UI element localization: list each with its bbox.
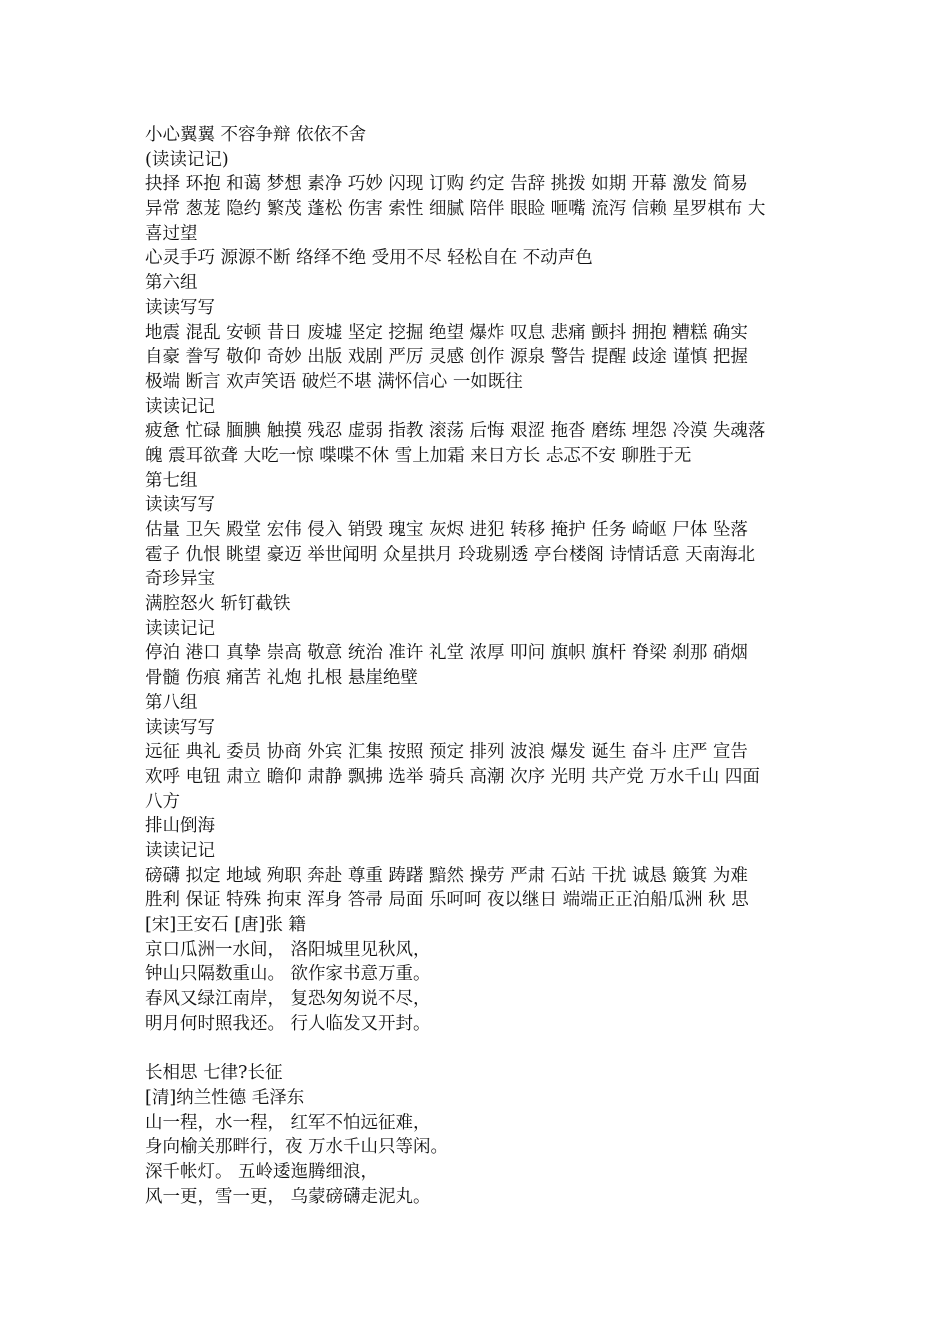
text-line: 排山倒海 — [145, 816, 215, 837]
text-line: 小心翼翼 不容争辩 依依不舍 — [145, 125, 367, 145]
text-line: 读读记记 — [145, 618, 215, 639]
text-line: 估量 卫矢 殿堂 宏伟 侵入 销毁 瑰宝 灰烬 进犯 转移 掩护 任务 崎岖 尸体 坠落 — [145, 520, 748, 540]
text-line: 读读写写 — [145, 297, 215, 318]
text-line: 停泊 港口 真挚 崇高 敬意 统治 准许 礼堂 浓厚 叩问 旗帜 旗杆 脊梁 刹那 硝烟 — [145, 643, 748, 664]
text-line: 明月何时照我还。 行人临发又开封。 — [145, 1013, 431, 1034]
text-line: 长相思 七律?长征 — [145, 1063, 283, 1084]
text-line: 风一更，雪一更， 乌蒙磅礴走泥丸。 — [145, 1186, 431, 1207]
text-line: 胜利 保证 特殊 拘束 浑身 答帚 局面 乐呵呵 夜以继日 端端正正泊船瓜洲 秋 思 — [145, 890, 749, 911]
text-line: 喜过望 — [145, 223, 198, 244]
document-page — [145, 123, 813, 1209]
text-line: 读读写写 — [145, 495, 215, 516]
text-line: 心灵手巧 源源不断 络绎不绝 受用不尽 轻松自在 不动声色 — [145, 248, 593, 269]
text-line: (读读记记) — [145, 149, 229, 170]
text-line: [宋]王安石 [唐]张 籍 — [145, 915, 306, 935]
text-line: 疲惫 忙碌 腼腆 触摸 残忍 虚弱 指教 滚荡 后悔 艰涩 拖沓 磨练 埋怨 冷漠 失魂落 — [145, 421, 766, 442]
text-line: 京口瓜洲一水间， 洛阳城里见秋风， — [145, 939, 431, 960]
text-line: 磅礴 拟定 地域 殉职 奔赴 尊重 踌躇 黯然 操劳 严肃 石站 干扰 诚恳 簸箕 为难 — [145, 865, 748, 886]
blank-line — [145, 1036, 813, 1061]
text-line: 自豪 誊写 敬仰 奇妙 出版 戏剧 严厉 灵感 创作 源泉 警告 提醒 歧途 谨慎 把握 — [145, 347, 748, 368]
text-line: 第七组 — [145, 470, 198, 491]
text-line: 远征 典礼 委员 协商 外宾 汇集 按照 预定 排列 波浪 爆发 诞生 奋斗 庄严 宣告 — [145, 742, 748, 763]
text-line: 山一程，水一程， 红军不怕远征难， — [145, 1112, 431, 1133]
text-line: 第八组 — [145, 692, 198, 713]
text-line: 雹子 仇恨 眺望 豪迈 举世闻明 众星拱月 玲珑剔透 亭台楼阁 诗情话意 天南海北 — [145, 544, 756, 565]
text-line: 读读记记 — [145, 396, 215, 417]
text-line: 钟山只隔数重山。 欲作家书意万重。 — [145, 964, 431, 985]
text-line: 奇珍异宝 — [145, 569, 215, 590]
text-line: 第六组 — [145, 273, 198, 294]
text-line: 地震 混乱 安顿 昔日 废墟 坚定 挖掘 绝望 爆炸 叹息 悲痛 颤抖 拥抱 糟糕 确实 — [145, 322, 748, 343]
text-line: 极端 断言 欢声笑语 破烂不堪 满怀信心 一如既往 — [145, 371, 523, 392]
text-line: 欢呼 电钮 肃立 瞻仰 肃静 飘拂 选举 骑兵 高潮 次序 光明 共产党 万水千山 四面 — [145, 766, 760, 787]
text-line: 身向榆关那畔行，夜 万水千山只等闲。 — [145, 1137, 449, 1158]
text-line: 八方 — [145, 791, 180, 812]
text-line: 深千帐灯。 五岭逶迤腾细浪， — [145, 1161, 379, 1182]
text-line: 异常 葱茏 隐约 繁茂 蓬松 伤害 索性 细腻 陪伴 眼睑 咂嘴 流泻 信赖 星罗棋布 大 — [145, 199, 766, 220]
text-line: 春风又绿江南岸， 复恐匆匆说不尽， — [145, 989, 431, 1010]
text-line: 读读写写 — [145, 717, 215, 738]
text-line: 读读记记 — [145, 840, 215, 861]
text-line: 抉择 环抱 和蔼 梦想 素净 巧妙 闪现 订购 约定 告辞 挑拨 如期 开幕 激发 简易 — [145, 174, 748, 195]
text-line: 满腔怒火 斩钉截铁 — [145, 594, 291, 615]
text-line: 骨髓 伤痕 痛苦 礼炮 扎根 悬崖绝壁 — [145, 668, 418, 689]
text-line: 魄 震耳欲聋 大吃一惊 喋喋不休 雪上加霜 来日方长 忐忑不安 聊胜于无 — [145, 445, 692, 466]
text-line: [清]纳兰性德 毛泽东 — [145, 1087, 305, 1108]
